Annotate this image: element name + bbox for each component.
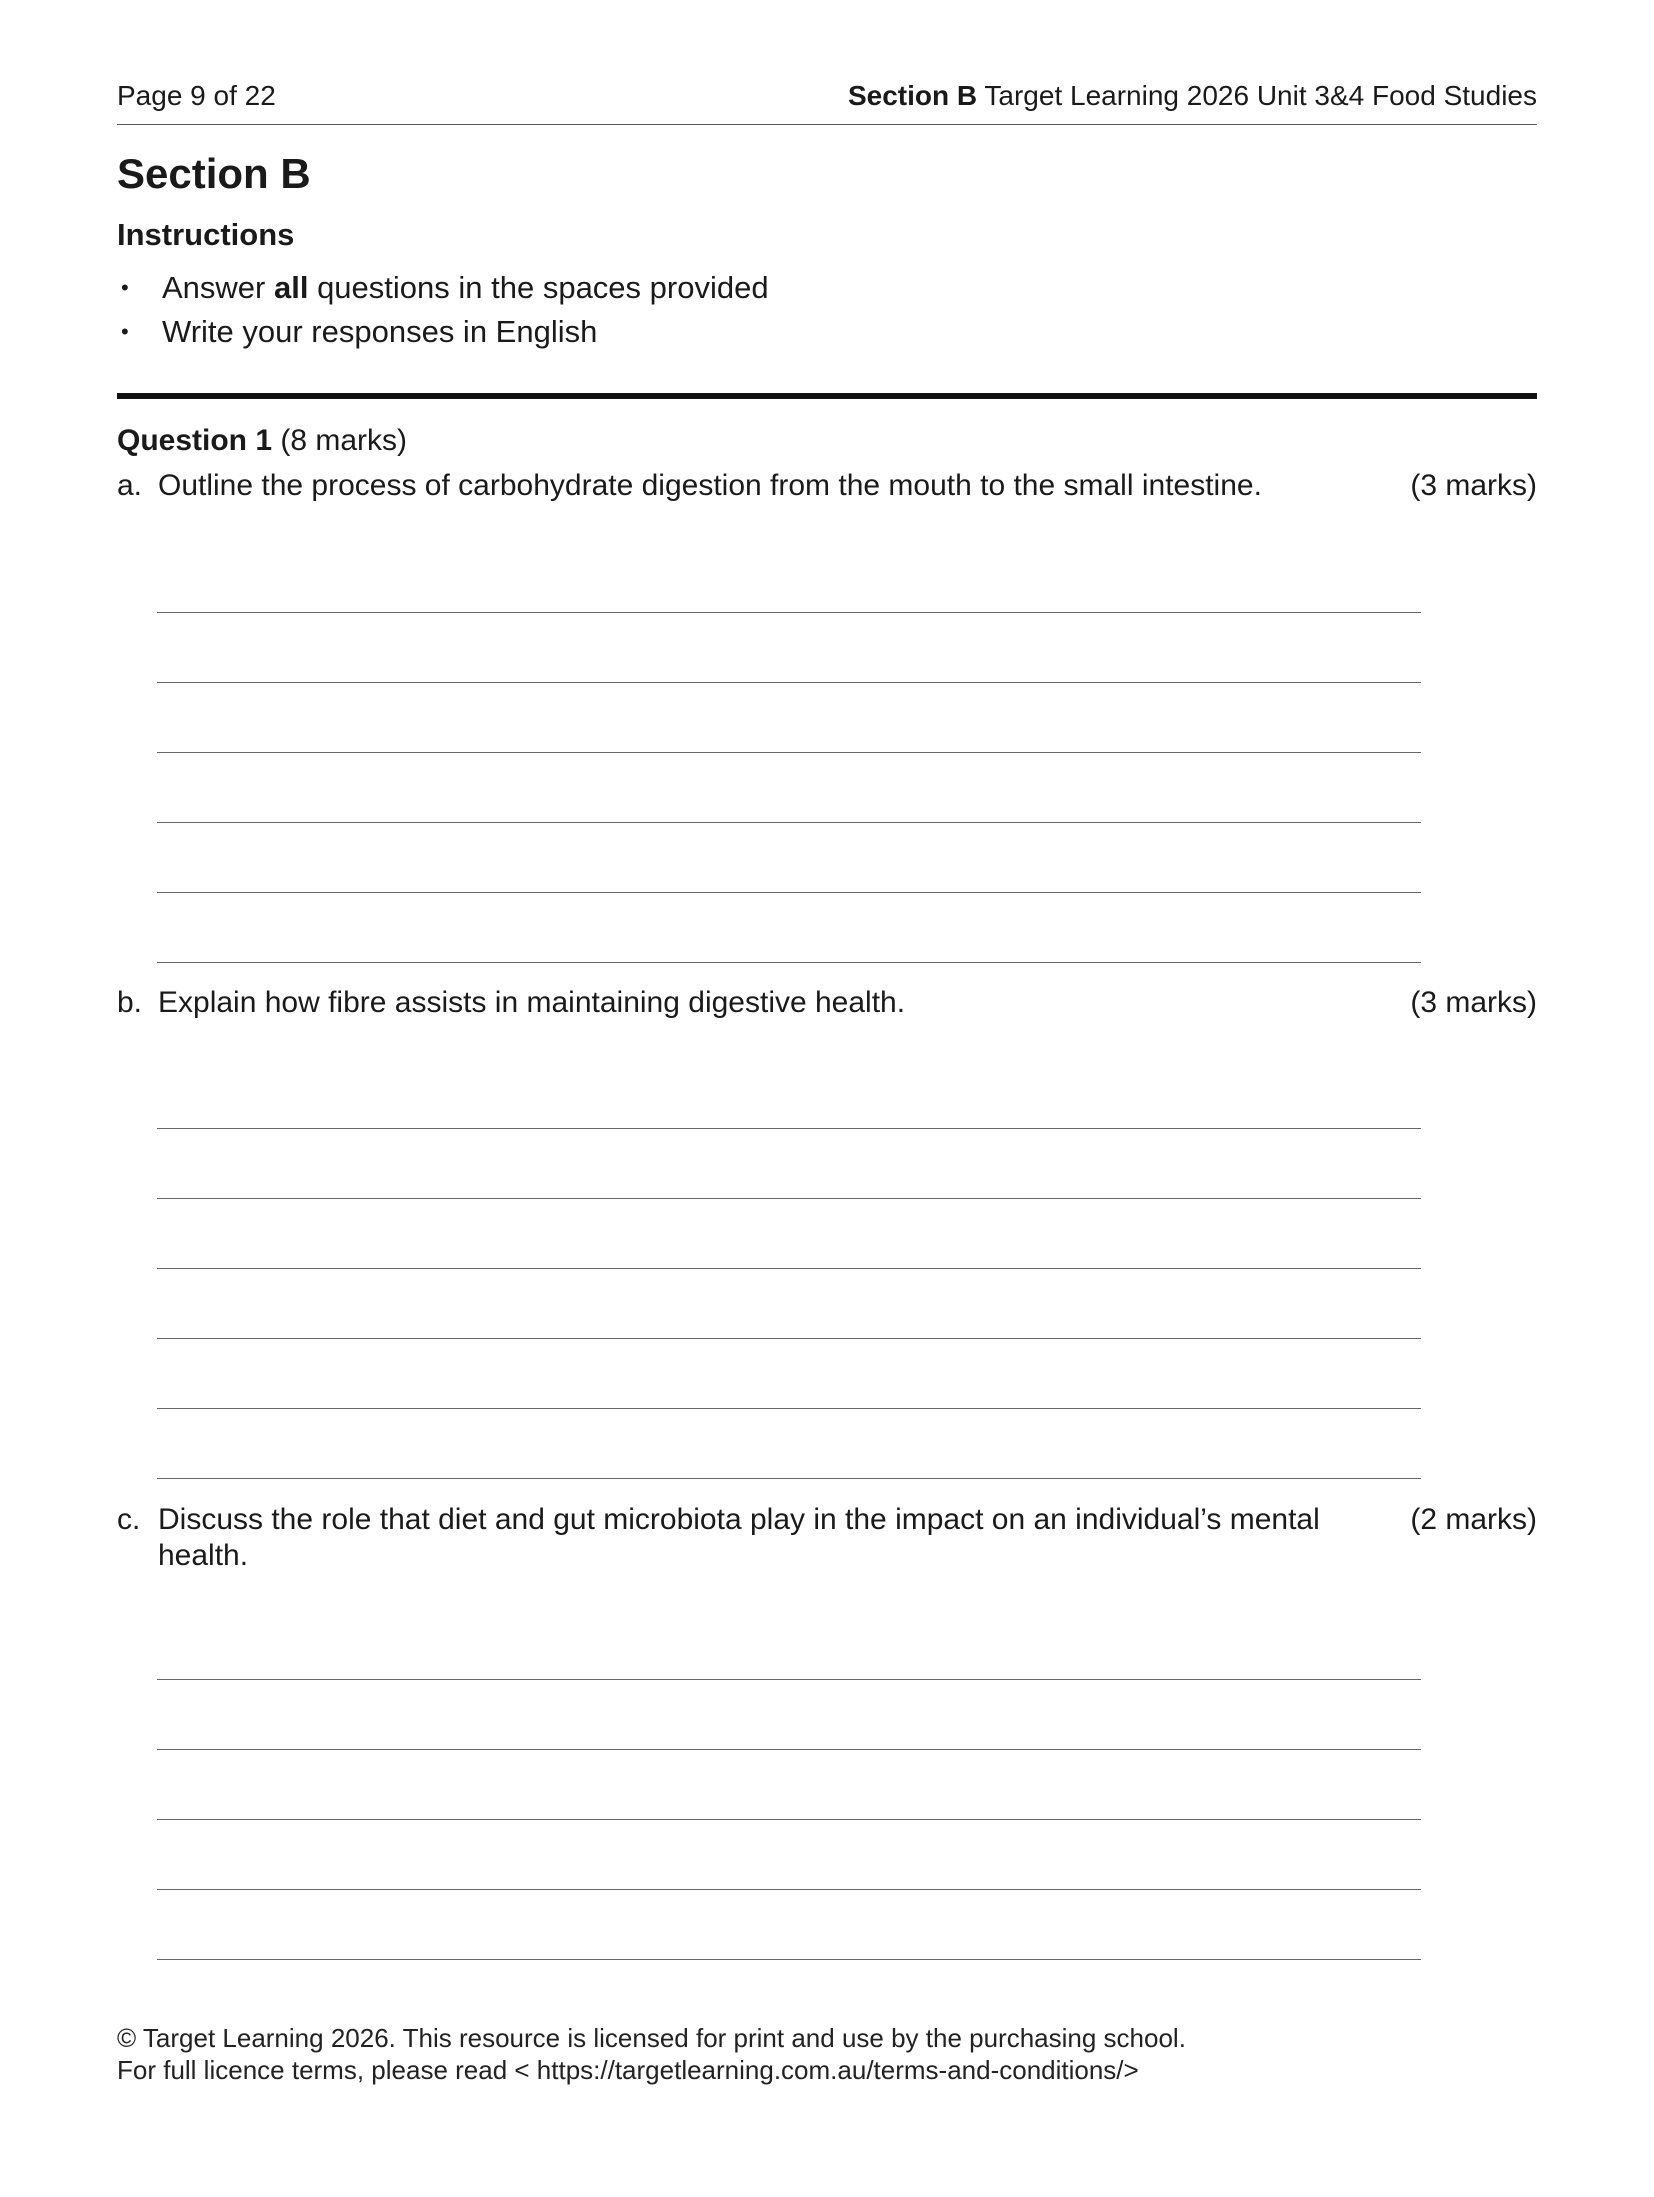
section-divider: [117, 393, 1537, 399]
part-marks: (3 marks): [1410, 469, 1537, 502]
answer-line[interactable]: [157, 1679, 1421, 1680]
part-letter: c.: [117, 1503, 141, 1536]
answer-line[interactable]: [157, 1749, 1421, 1750]
page-footer: [117, 2022, 1186, 2086]
header-document-title: Target Learning 2026 Unit 3&4 Food Studies: [984, 80, 1537, 111]
copyright-notice: © Target Learning 2026. This resource is licensed for print and use by the purchasing school.: [117, 2023, 1186, 2053]
part-marks: (3 marks): [1410, 986, 1537, 1019]
header-section-label: Section B: [847, 80, 978, 111]
bullet-icon: •: [121, 275, 129, 300]
part-letter: b.: [117, 986, 143, 1019]
answer-line[interactable]: [157, 1198, 1421, 1199]
question-heading: [117, 424, 407, 458]
answer-line[interactable]: [157, 1889, 1421, 1890]
licence-notice: For full licence terms, please read < https://targetlearning.com.au/terms-and-conditions/>: [117, 2055, 1139, 2085]
answer-line[interactable]: [157, 1268, 1421, 1269]
answer-line[interactable]: [157, 1819, 1421, 1820]
instructions-heading: Instructions: [117, 217, 295, 252]
section-title: Section B: [117, 150, 311, 197]
answer-line[interactable]: [157, 1338, 1421, 1339]
instructions-list: [117, 266, 769, 354]
page-number: Page 9 of 22: [117, 80, 276, 111]
part-letter: a.: [117, 469, 143, 502]
answer-line[interactable]: [157, 1478, 1421, 1479]
answer-line[interactable]: [157, 822, 1421, 823]
question-label: Question 1: [117, 424, 273, 457]
answer-line[interactable]: [157, 1959, 1421, 1960]
part-text: Explain how fibre assists in maintaining digestive health.: [158, 986, 906, 1019]
answer-line[interactable]: [157, 752, 1421, 753]
bullet-icon: •: [121, 319, 129, 344]
instruction-item: • Answer all questions in the spaces provided: [117, 266, 769, 310]
question-total-marks: (8 marks): [280, 424, 408, 457]
part-marks: (2 marks): [1410, 1503, 1537, 1536]
part-text: Discuss the role that diet and gut microbiota play in the impact on an individual’s mental health.: [158, 1503, 1320, 1572]
answer-line[interactable]: [157, 682, 1421, 683]
answer-line[interactable]: [157, 612, 1421, 613]
part-text: Outline the process of carbohydrate digestion from the mouth to the small intestine.: [158, 469, 1262, 502]
instruction-item: • Write your responses in English: [117, 310, 769, 354]
answer-line[interactable]: [157, 892, 1421, 893]
answer-line[interactable]: [157, 1128, 1421, 1129]
page-header: [117, 80, 1537, 125]
header-title: [848, 80, 1537, 112]
answer-line[interactable]: [157, 1408, 1421, 1409]
answer-line[interactable]: [157, 962, 1421, 963]
